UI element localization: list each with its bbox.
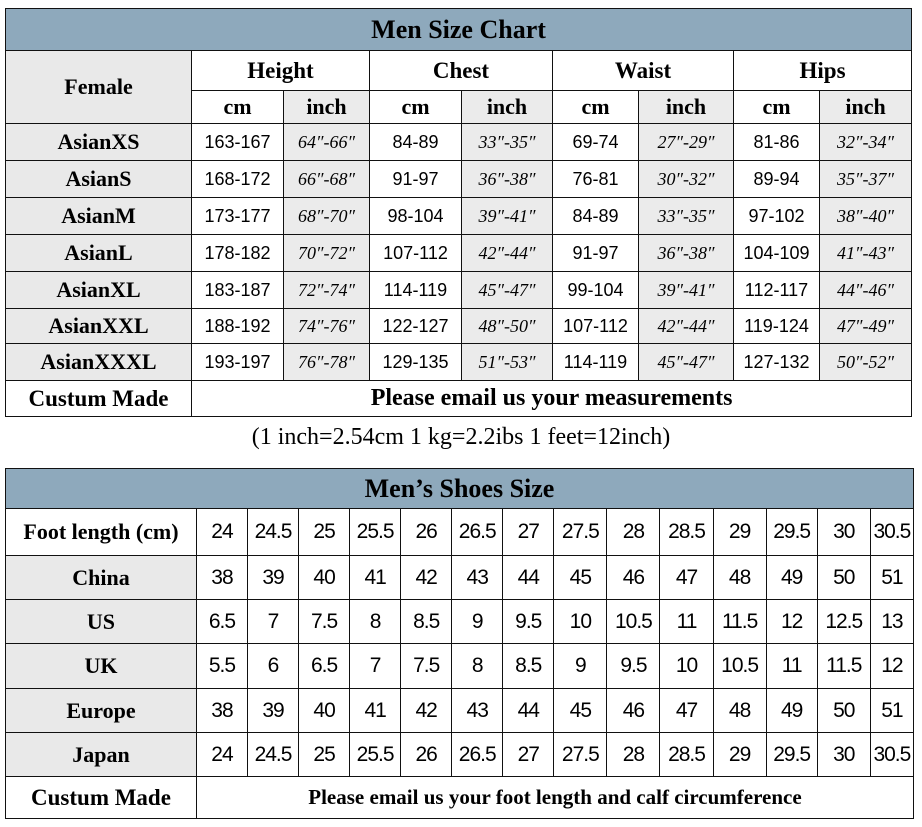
group-waist: Waist <box>553 51 734 91</box>
inch-cell: 39″-41″ <box>462 198 553 235</box>
shoe-custom-label: Custum Made <box>6 777 197 819</box>
cm-cell: 193-197 <box>192 344 284 381</box>
cm-cell: 178-182 <box>192 235 284 272</box>
inch-cell: 64″-66″ <box>284 124 370 161</box>
shoe-size-cell: 40 <box>299 689 350 733</box>
inch-cell: 38″-40″ <box>820 198 912 235</box>
shoe-size-cell: 42 <box>401 556 452 600</box>
size-row <box>6 124 912 161</box>
shoe-size-cell: 10.5 <box>607 600 660 644</box>
shoe-size-cell: 39 <box>248 689 299 733</box>
shoe-size-cell: 29.5 <box>766 509 817 556</box>
unit-inch: inch <box>284 91 370 124</box>
shoe-row-label: Europe <box>6 689 197 733</box>
inch-cell: 32″-34″ <box>820 124 912 161</box>
size-row-label: AsianXXXL <box>6 344 192 381</box>
shoe-size-cell: 9.5 <box>607 644 660 689</box>
shoe-row <box>6 556 914 600</box>
cm-cell: 173-177 <box>192 198 284 235</box>
shoe-size-cell: 30.5 <box>870 733 913 777</box>
cm-cell: 76-81 <box>553 161 639 198</box>
cm-cell: 114-119 <box>370 272 462 309</box>
shoe-size-cell: 26 <box>401 733 452 777</box>
shoe-size-cell: 24.5 <box>248 733 299 777</box>
shoe-size-cell: 27 <box>503 509 554 556</box>
shoe-size-cell: 12 <box>766 600 817 644</box>
shoe-size-cell: 29 <box>713 509 766 556</box>
shoe-size-cell: 24.5 <box>248 509 299 556</box>
shoe-size-cell: 24 <box>196 509 247 556</box>
shoe-size-cell: 43 <box>452 556 503 600</box>
shoe-size-cell: 12.5 <box>817 600 870 644</box>
shoe-size-cell: 11.5 <box>817 644 870 689</box>
shoe-size-cell: 46 <box>607 689 660 733</box>
inch-cell: 36″-38″ <box>462 161 553 198</box>
inch-cell: 30″-32″ <box>639 161 734 198</box>
shoe-row <box>6 600 914 644</box>
unit-inch: inch <box>820 91 912 124</box>
shoe-size-cell: 29.5 <box>766 733 817 777</box>
inch-cell: 51″-53″ <box>462 344 553 381</box>
shoe-size-cell: 41 <box>350 689 401 733</box>
mens-shoes-size-table <box>5 468 914 819</box>
shoe-custom-note: Please email us your foot length and calf circumference <box>196 777 913 819</box>
shoe-size-cell: 25 <box>299 733 350 777</box>
shoe-size-cell: 44 <box>503 556 554 600</box>
shoe-size-cell: 9 <box>452 600 503 644</box>
inch-cell: 76″-78″ <box>284 344 370 381</box>
shoe-size-cell: 10 <box>660 644 713 689</box>
size-row-label: AsianS <box>6 161 192 198</box>
shoe-size-cell: 8 <box>350 600 401 644</box>
cm-cell: 188-192 <box>192 309 284 344</box>
size-row-label: AsianL <box>6 235 192 272</box>
shoe-row-label: US <box>6 600 197 644</box>
inch-cell: 68″-70″ <box>284 198 370 235</box>
shoe-size-cell: 45 <box>554 556 607 600</box>
inch-cell: 35″-37″ <box>820 161 912 198</box>
shoe-size-cell: 38 <box>196 689 247 733</box>
inch-cell: 42″-44″ <box>639 309 734 344</box>
shoe-size-cell: 9.5 <box>503 600 554 644</box>
shoe-size-cell: 24 <box>196 733 247 777</box>
size-row <box>6 309 912 344</box>
inch-cell: 66″-68″ <box>284 161 370 198</box>
shoe-chart-title: Men’s Shoes Size <box>6 469 914 509</box>
cm-cell: 127-132 <box>734 344 820 381</box>
group-height: Height <box>192 51 370 91</box>
shoe-size-cell: 8.5 <box>503 644 554 689</box>
shoe-size-cell: 40 <box>299 556 350 600</box>
shoe-size-cell: 38 <box>196 556 247 600</box>
inch-cell: 48″-50″ <box>462 309 553 344</box>
cm-cell: 107-112 <box>370 235 462 272</box>
shoe-row-label: China <box>6 556 197 600</box>
shoe-size-cell: 46 <box>607 556 660 600</box>
shoe-size-cell: 27 <box>503 733 554 777</box>
shoe-size-cell: 9 <box>554 644 607 689</box>
shoe-row <box>6 689 914 733</box>
shoe-row-label: Foot length (cm) <box>6 509 197 556</box>
inch-cell: 70″-72″ <box>284 235 370 272</box>
men-size-chart-table <box>5 8 912 417</box>
cm-cell: 97-102 <box>734 198 820 235</box>
shoe-size-cell: 7.5 <box>401 644 452 689</box>
unit-cm: cm <box>553 91 639 124</box>
shoe-size-cell: 27.5 <box>554 509 607 556</box>
cm-cell: 122-127 <box>370 309 462 344</box>
size-row <box>6 272 912 309</box>
cm-cell: 84-89 <box>370 124 462 161</box>
size-row <box>6 235 912 272</box>
shoe-size-cell: 28 <box>607 509 660 556</box>
shoe-size-cell: 10.5 <box>713 644 766 689</box>
shoe-size-cell: 42 <box>401 689 452 733</box>
shoe-size-cell: 50 <box>817 556 870 600</box>
shoe-row <box>6 733 914 777</box>
inch-cell: 36″-38″ <box>639 235 734 272</box>
size-row-label: AsianXS <box>6 124 192 161</box>
shoe-size-cell: 45 <box>554 689 607 733</box>
shoe-size-cell: 51 <box>870 689 913 733</box>
shoe-size-cell: 6.5 <box>299 644 350 689</box>
shoe-size-cell: 25.5 <box>350 509 401 556</box>
shoe-size-cell: 41 <box>350 556 401 600</box>
shoe-size-cell: 11 <box>766 644 817 689</box>
size-custom-label: Custum Made <box>6 381 192 417</box>
shoe-size-cell: 12 <box>870 644 913 689</box>
shoe-size-cell: 39 <box>248 556 299 600</box>
shoe-size-cell: 47 <box>660 556 713 600</box>
inch-cell: 45″-47″ <box>639 344 734 381</box>
shoe-size-cell: 28.5 <box>660 509 713 556</box>
shoe-size-cell: 26.5 <box>452 509 503 556</box>
shoe-size-cell: 26 <box>401 509 452 556</box>
group-chest: Chest <box>370 51 553 91</box>
shoe-size-cell: 13 <box>870 600 913 644</box>
cm-cell: 183-187 <box>192 272 284 309</box>
shoe-size-cell: 27.5 <box>554 733 607 777</box>
cm-cell: 107-112 <box>553 309 639 344</box>
shoe-size-cell: 49 <box>766 689 817 733</box>
shoe-size-cell: 48 <box>713 556 766 600</box>
shoe-row-label: Japan <box>6 733 197 777</box>
shoe-size-cell: 47 <box>660 689 713 733</box>
size-row <box>6 344 912 381</box>
shoe-size-cell: 28.5 <box>660 733 713 777</box>
inch-cell: 45″-47″ <box>462 272 553 309</box>
cm-cell: 114-119 <box>553 344 639 381</box>
size-row-label: AsianM <box>6 198 192 235</box>
corner-label: Female <box>6 51 192 124</box>
shoe-row <box>6 509 914 556</box>
unit-cm: cm <box>192 91 284 124</box>
inch-cell: 33″-35″ <box>639 198 734 235</box>
shoe-size-cell: 30 <box>817 509 870 556</box>
shoe-size-cell: 6 <box>248 644 299 689</box>
cm-cell: 119-124 <box>734 309 820 344</box>
cm-cell: 91-97 <box>553 235 639 272</box>
size-row-label: AsianXXL <box>6 309 192 344</box>
inch-cell: 50″-52″ <box>820 344 912 381</box>
shoe-size-cell: 5.5 <box>196 644 247 689</box>
shoe-size-cell: 25.5 <box>350 733 401 777</box>
shoe-size-cell: 30.5 <box>870 509 913 556</box>
shoe-size-cell: 7 <box>350 644 401 689</box>
shoe-size-cell: 51 <box>870 556 913 600</box>
shoe-size-cell: 11.5 <box>713 600 766 644</box>
shoe-row-label: UK <box>6 644 197 689</box>
shoe-size-cell: 49 <box>766 556 817 600</box>
cm-cell: 129-135 <box>370 344 462 381</box>
shoe-size-cell: 6.5 <box>196 600 247 644</box>
shoe-size-cell: 26.5 <box>452 733 503 777</box>
inch-cell: 41″-43″ <box>820 235 912 272</box>
inch-cell: 42″-44″ <box>462 235 553 272</box>
inch-cell: 74″-76″ <box>284 309 370 344</box>
shoe-row <box>6 644 914 689</box>
shoe-size-cell: 8.5 <box>401 600 452 644</box>
shoe-size-cell: 50 <box>817 689 870 733</box>
cm-cell: 84-89 <box>553 198 639 235</box>
cm-cell: 168-172 <box>192 161 284 198</box>
cm-cell: 112-117 <box>734 272 820 309</box>
cm-cell: 99-104 <box>553 272 639 309</box>
cm-cell: 89-94 <box>734 161 820 198</box>
unit-cm: cm <box>734 91 820 124</box>
shoe-size-cell: 44 <box>503 689 554 733</box>
size-row <box>6 161 912 198</box>
shoe-size-cell: 11 <box>660 600 713 644</box>
unit-inch: inch <box>639 91 734 124</box>
shoe-size-cell: 43 <box>452 689 503 733</box>
cm-cell: 69-74 <box>553 124 639 161</box>
shoe-size-cell: 25 <box>299 509 350 556</box>
size-row-label: AsianXL <box>6 272 192 309</box>
inch-cell: 47″-49″ <box>820 309 912 344</box>
shoe-size-cell: 7.5 <box>299 600 350 644</box>
cm-cell: 81-86 <box>734 124 820 161</box>
cm-cell: 91-97 <box>370 161 462 198</box>
inch-cell: 39″-41″ <box>639 272 734 309</box>
inch-cell: 72″-74″ <box>284 272 370 309</box>
group-hips: Hips <box>734 51 912 91</box>
shoe-size-cell: 8 <box>452 644 503 689</box>
conversion-note: (1 inch=2.54cm 1 kg=2.2ibs 1 feet=12inch) <box>251 424 671 450</box>
shoe-size-cell: 30 <box>817 733 870 777</box>
cm-cell: 163-167 <box>192 124 284 161</box>
shoe-size-cell: 28 <box>607 733 660 777</box>
unit-inch: inch <box>462 91 553 124</box>
inch-cell: 44″-46″ <box>820 272 912 309</box>
shoe-size-cell: 10 <box>554 600 607 644</box>
unit-cm: cm <box>370 91 462 124</box>
inch-cell: 27″-29″ <box>639 124 734 161</box>
cm-cell: 104-109 <box>734 235 820 272</box>
shoe-size-cell: 7 <box>248 600 299 644</box>
inch-cell: 33″-35″ <box>462 124 553 161</box>
size-custom-note: Please email us your measurements <box>192 381 912 417</box>
shoe-size-cell: 29 <box>713 733 766 777</box>
size-chart-title: Men Size Chart <box>6 9 912 51</box>
shoe-size-cell: 48 <box>713 689 766 733</box>
cm-cell: 98-104 <box>370 198 462 235</box>
size-row <box>6 198 912 235</box>
